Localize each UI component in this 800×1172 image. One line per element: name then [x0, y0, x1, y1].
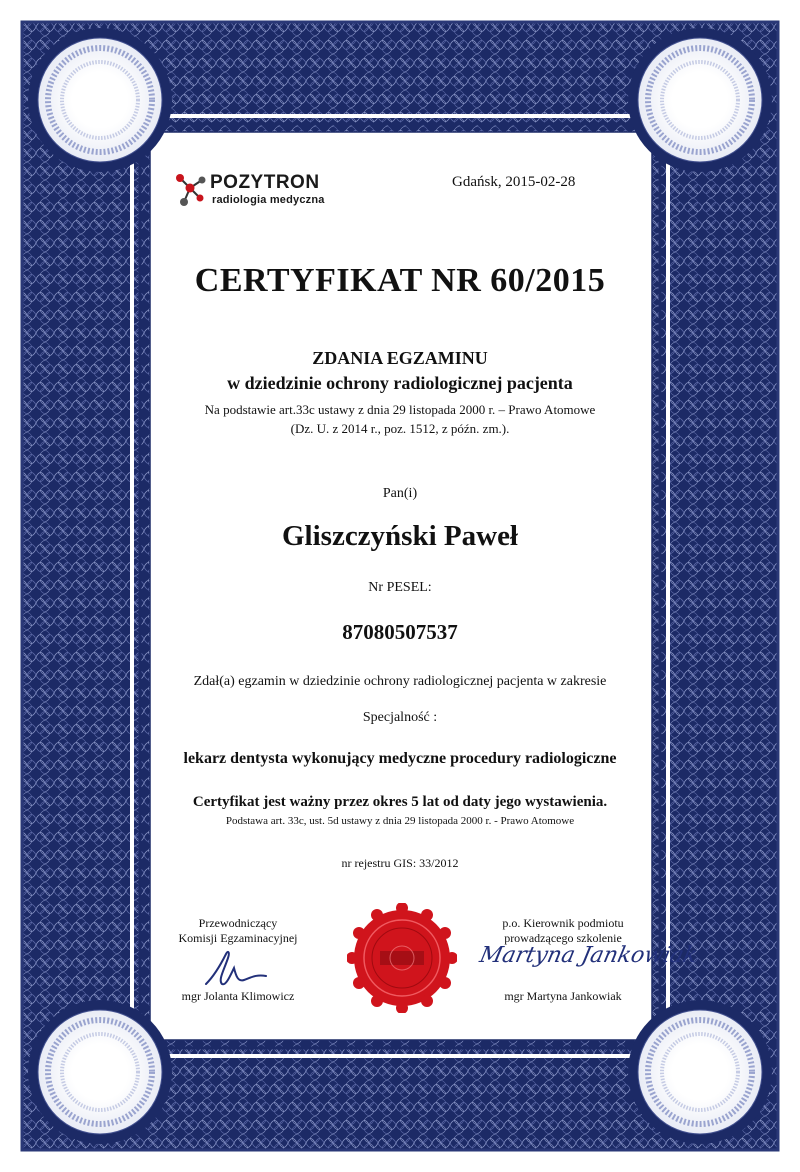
- signature-right: [458, 916, 700, 1003]
- red-seal-icon: [347, 903, 457, 1013]
- specialty: lekarz dentysta wykonujący medyczne procedury radiologiczne: [183, 750, 617, 767]
- left-role-line2: Komisji Egzaminacyjnej: [178, 931, 298, 945]
- pesel-label: Nr PESEL:: [368, 580, 432, 595]
- certificate-title: CERTYFIKAT NR 60/2015: [194, 262, 606, 299]
- salutation: Pan(i): [382, 486, 418, 501]
- right-role-line2: prowadzącego szkolenie: [504, 931, 622, 945]
- exam-heading: ZDANIA EGZAMINU: [312, 348, 488, 368]
- signature-left: [148, 916, 328, 1003]
- validity-statement: Certyfikat jest ważny przez okres 5 lat od daty jego wystawienia.: [192, 794, 608, 810]
- right-signatory-name: mgr Martyna Jankowiak: [504, 989, 622, 1003]
- left-signatory-name: mgr Jolanta Klimowicz: [181, 989, 295, 1003]
- molecule-icon: [172, 170, 208, 210]
- right-role-line1: p.o. Kierownik podmiotu: [502, 916, 624, 930]
- left-role-line1: Przewodniczący: [198, 916, 278, 930]
- legal-basis-line2: (Dz. U. z 2014 r., poz. 1512, z późn. zm.).: [290, 421, 510, 436]
- legal-basis-line1: Na podstawie art.33c ustawy z dnia 29 listopada 2000 r. – Prawo Atomowe: [204, 402, 596, 417]
- registry-number: nr rejestru GIS: 33/2012: [341, 856, 459, 870]
- specialty-label: Specjalność :: [362, 710, 438, 725]
- pozytron-logo: [172, 168, 372, 214]
- logo-subtitle: radiologia medyczna: [212, 194, 325, 206]
- handwritten-signature-left: [200, 946, 280, 992]
- passed-text: Zdał(a) egzamin w dziedzinie ochrony radiologicznej pacjenta w zakresie: [193, 674, 607, 689]
- handwritten-signature-right: Martyna Jankowiak: [477, 943, 700, 968]
- holder-name: Gliszczyński Paweł: [281, 520, 518, 552]
- exam-field: w dziedzinie ochrony radiologicznej pacjenta: [227, 373, 573, 393]
- place-date: Gdańsk, 2015-02-28: [452, 174, 576, 190]
- validity-basis: Podstawa art. 33c, ust. 5d ustawy z dnia 29 listopada 2000 r. - Prawo Atomowe: [225, 815, 575, 827]
- logo-name: POZYTRON: [210, 172, 320, 193]
- pesel-number: 87080507537: [342, 620, 458, 644]
